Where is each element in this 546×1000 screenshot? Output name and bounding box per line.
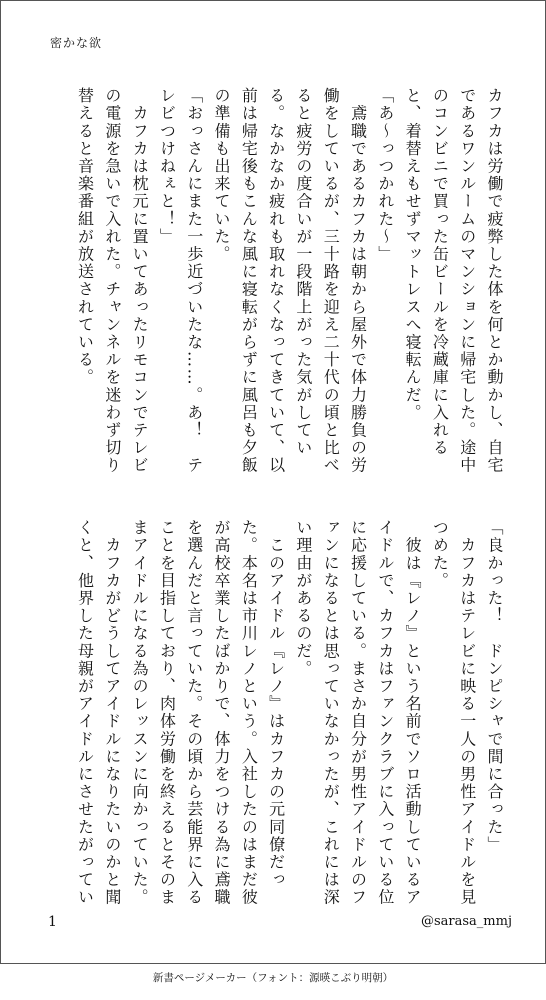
- paragraph: カフカは枕元に置いてあったリモコンでテレビの電源を急いで入れた。チャンネルを迷わず切り替えると音楽番組が放送されている。: [75, 87, 150, 475]
- generator-credit: 新書ページメーカー（フォント：源暎こぶり明朝）: [152, 972, 394, 984]
- paragraph: カフカは労働で疲弊した体を何とか動かし、自宅であるワンルームのマンションに帰宅した。途中のコンビニで買った缶ビールを冷蔵庫に入れると、着替えもせずマットレスへ寝転んだ。: [403, 87, 504, 475]
- text-block-upper: [8, 87, 508, 487]
- author-handle: @sarasa_mmj: [421, 914, 512, 929]
- paragraph: 鳶職であるカフカは朝から屋外で体力勝負の労働をしているが、三十路を迎え二十代の頃と比べると疲労の度合いが一段階上がった気がしている。なかなか疲れも取れなくなってきていて、以前は帰宅後もこんな風に寝転がらずに風呂も夕飯の準備も出来ていた。: [212, 87, 368, 475]
- paragraph: カフカはテレビに映る一人の男性アイドルを見つめた。: [430, 519, 477, 907]
- paragraph: 彼は『レノ』という名前でソロ活動しているアイドルで、カフカはファンクラブに入っている位に応援している。まさか自分が男性アイドルのファンになるとは思っていなかったが、これには深い理由があるのだ。: [293, 519, 423, 907]
- paragraph: 「あ〜っつかれた〜」: [375, 87, 395, 263]
- paragraph: このアイドル『レノ』はカフカの元同僚だった。本名は市川レノという。入社したのはまだ彼が高校卒業したばかりで、体力をつける為に鳶職を選んだと言っていた。その頃から芸能界に入ることを目指しており、肉体労働を終えるとそのままアイドルになる為のレッスンに向かっていた。: [130, 519, 286, 907]
- paragraph: 「良かった！ ドンピシャで間に合った」: [485, 519, 504, 854]
- paragraph: カフカがどうしてアイドルになりたいのかと聞くと、他界した母親がアイドルにさせたがってい: [75, 519, 122, 907]
- page-title: 密かな欲: [50, 36, 103, 50]
- text-block-lower: [8, 519, 508, 919]
- page-number: 1: [48, 914, 57, 930]
- paragraph: 「おっさんにまた一歩近づいたな……。あ！ テレビつけねぇと！」: [157, 87, 204, 475]
